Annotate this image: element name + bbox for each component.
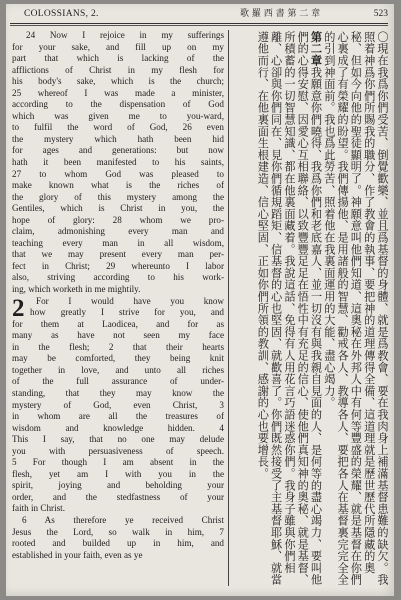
text-line: 24 Now I rejoice in my sufferings xyxy=(26,30,224,40)
text-line: for your sake, and fill up on my xyxy=(12,41,224,52)
text-line: 27 to whom God was pleased to xyxy=(12,168,224,179)
text-line: rooted and builded up in him, and xyxy=(12,538,224,549)
text-line: faith in Christ. xyxy=(12,503,65,514)
chinese-column xyxy=(232,31,389,587)
text-line: according to the dispensation of God xyxy=(12,99,224,110)
bible-page xyxy=(6,4,394,596)
running-header xyxy=(10,7,388,21)
text-line: claim, admonishing every man and xyxy=(12,226,224,237)
text-line: Jesus the Lord, so walk in him, 7 xyxy=(12,526,224,537)
text-line: you with persuasiveness of speech. xyxy=(12,445,224,456)
header-rule-double xyxy=(10,25,388,26)
text-line: mystery of God, even Christ, 3 xyxy=(12,399,224,410)
chinese-paragraph-chapter-2: 我願意你們曉得、我爲你們和老底嘉人、並一切沒有與我親自見面的人、是何等的盡心竭力、要叫他們的心得安慰、因愛心互相聯絡、以致豐豐足足在悟性中有充足的信心、使他們真知神的奧秘、就是基督、所積蓄的一切智慧知識、都在他裏面藏着。我說這話、免得有人用花言巧語迷惑你們。我身子雖與你們相離、心卻與你們同在、見你們循規蹈矩、信基督的心也堅固、就歡喜了。你們既然接受了主基督耶穌、就當遵他而行、在他裏面生根建造、信心堅固、正如你們所領的教訓、感謝的心也要增長。 xyxy=(256,31,323,586)
chinese-paragraph-verses-24-29: 〇現在我爲你們受苦、倒覺歡樂、並且爲基督的身體、就是爲教會、要在我肉身上補滿基督患難的缺欠。我照着神爲你們所賜我的職分、作了教會的執事、要把神的道理傳得全備、這道理就是歷世歷代所隱藏的奧秘、但如今向他的聖徒顯明了。神願意叫他們知道、這奧秘在外邦人中有何等豐盛的榮耀、就是基督在你們心裏成了有榮耀的盼望。我們傳揚他、是用諸般的智慧、勸戒各人、教導各人、要把各人在基督裏完完全全的引到神面前。我也爲此勞苦、照着他在我裏面運用的大能、盡心竭力。 xyxy=(322,31,389,586)
english-column xyxy=(12,30,224,590)
text-line: may be comforted, they being knit xyxy=(12,353,224,364)
book-chapter-title: COLOSSIANS, 2. xyxy=(24,9,99,19)
text-line: in the flesh; 2 that their hearts xyxy=(12,341,224,352)
text-line: in whom are all the treasures of xyxy=(12,411,224,422)
text-line: spirit, joying and beholding your xyxy=(12,480,224,491)
text-line: fect in Christ; 29 whereunto I labor xyxy=(12,260,224,271)
text-line: of the full assurance of under- xyxy=(12,376,224,387)
text-line: For I would have you know xyxy=(36,295,224,306)
text-line: which was given me to you-ward, xyxy=(12,110,224,121)
text-line: order, and the stedfastness of your xyxy=(12,491,224,502)
chinese-chapter-title: 第二章 xyxy=(309,31,323,67)
english-paragraph-chapter-2 xyxy=(12,296,224,562)
text-line: ing, which worketh in me mightily. xyxy=(12,284,141,295)
text-line: teaching every man in all wisdom, xyxy=(12,237,224,248)
text-line: 5 For though I am absent in the xyxy=(12,457,224,468)
text-line: for them at Laodicea, and for as xyxy=(12,318,224,329)
text-line: many as have not seen my face xyxy=(12,330,224,341)
text-line: hope of glory: 28 whom we pro- xyxy=(12,214,224,225)
text-line: the mystery which hath been hid xyxy=(12,133,224,144)
text-line: that we may present every man per- xyxy=(12,249,224,260)
chinese-running-title: 歌 羅 西 書 第 二 章 xyxy=(240,9,321,19)
text-line: to fulfil the word of God, 26 even xyxy=(12,122,224,133)
text-line: 25 whereof I was made a minister, xyxy=(12,87,224,98)
page-number: 523 xyxy=(373,9,388,19)
english-paragraph-verses-24-29 xyxy=(12,30,224,296)
text-line: together in love, and unto all riches xyxy=(12,364,224,375)
text-line: 6 As therefore ye received Christ xyxy=(22,514,224,525)
text-line: part that which is lacking of the xyxy=(12,53,224,64)
column-divider xyxy=(228,30,229,586)
text-line: how greatly I strive for you, and xyxy=(30,307,224,318)
header-rule xyxy=(10,23,388,24)
text-line: hath it been manifested to his saints, xyxy=(12,157,224,168)
text-line: make known what is the riches of xyxy=(12,180,224,191)
text-line: established in your faith, even as ye xyxy=(12,549,143,560)
text-line: This I say, that no one may delude xyxy=(12,434,224,445)
chapter-number: 2 xyxy=(12,294,25,322)
text-line: the glory of this mystery among the xyxy=(12,191,224,202)
text-line: his body's sake, which is the church; xyxy=(12,76,224,87)
text-line: for ages and generations: but now xyxy=(12,145,224,156)
text-line: standing, that they may know the xyxy=(12,387,224,398)
text-line: afflictions of Christ in my flesh for xyxy=(12,64,224,75)
text-line: also, striving according to his work- xyxy=(12,272,224,283)
text-line: Gentiles, which is Christ in you, the xyxy=(12,203,224,214)
text-line: flesh, yet am I with you in the xyxy=(12,468,224,479)
text-line: wisdom and knowledge hidden. 4 xyxy=(12,422,224,433)
english-chapter-2-block xyxy=(12,296,224,562)
